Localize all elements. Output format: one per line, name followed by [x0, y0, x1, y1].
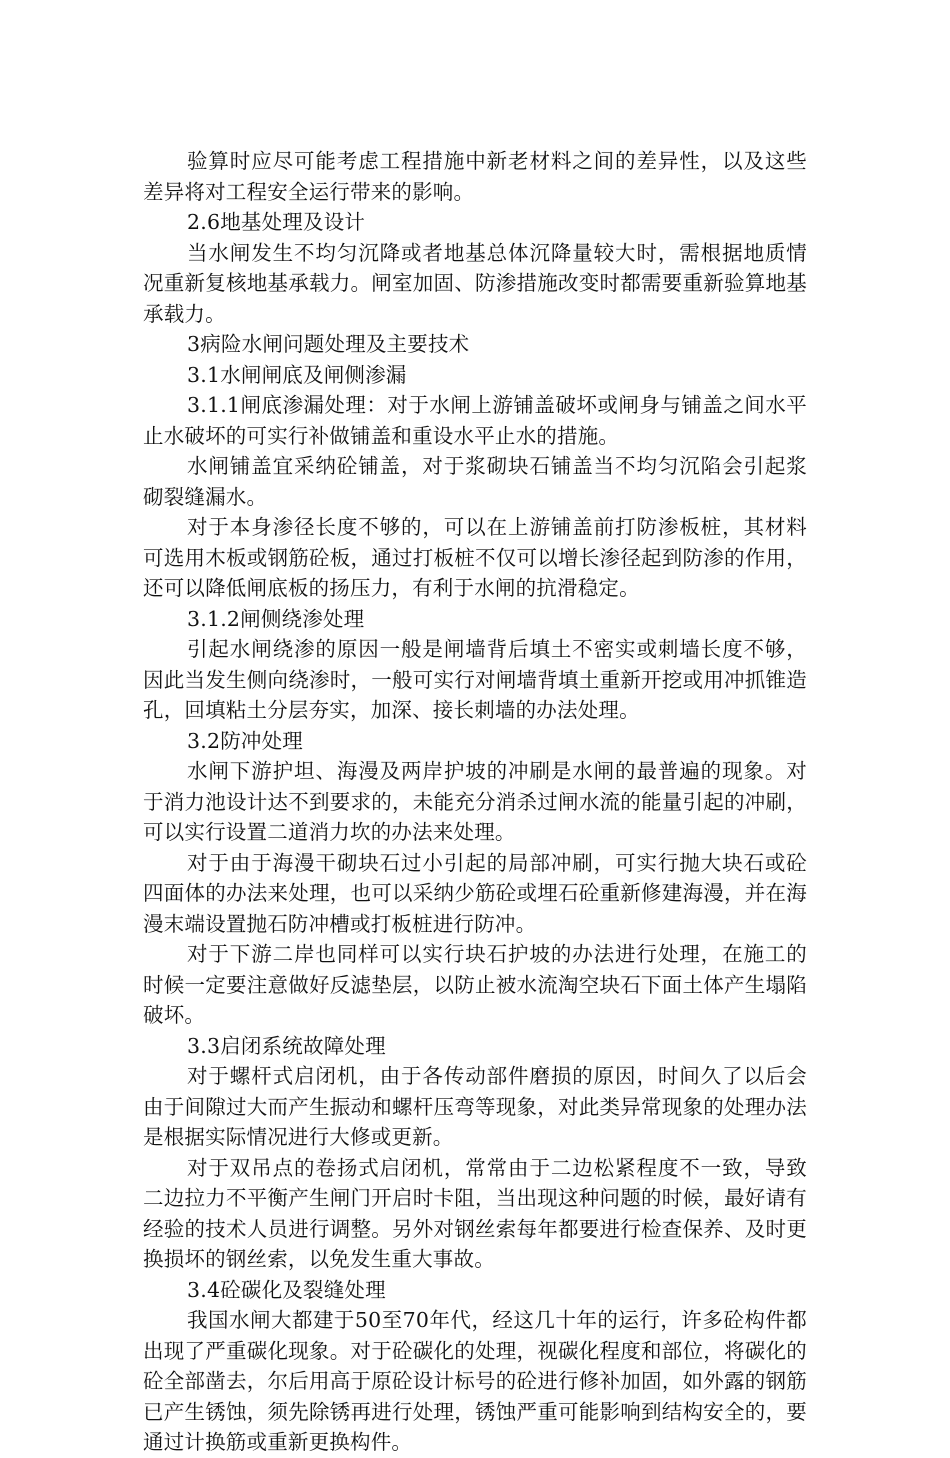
paragraph: 当水闸发生不均匀沉降或者地基总体沉降量较大时，需根据地质情况重新复核地基承载力。闸室加固、防渗措施改变时都需要重新验算地基承载力。	[143, 240, 807, 326]
section-heading: 3病险水闸问题处理及主要技术	[187, 332, 470, 356]
section-heading: 3.2防冲处理	[187, 728, 304, 753]
paragraph: 我国水闸大都建于50至70年代，经这几十年的运行，许多砼构件都出现了严重碳化现象。对于砼碳化的处理，视碳化程度和部位，将碳化的砼全部凿去，尔后用高于原砼设计标号的砼进行修补加固，如外露的钢筋已产生锈蚀，须先除锈再进行处理，锈蚀严重可能影响到结构安全的，要通过计换筋或重新更换构件。	[143, 1308, 807, 1454]
section-heading: 3.1.2闸侧绕渗处理	[187, 606, 365, 631]
paragraph: 引起水闸绕渗的原因一般是闸墙背后填土不密实或刺墙长度不够，因此当发生侧向绕渗时，一般可实行对闸墙背填土重新开挖或用冲抓锥造孔，回填粘土分层夯实，加深、接长刺墙的办法处理。	[143, 637, 807, 722]
paragraph: 对于下游二岸也同样可以实行块石护坡的办法进行处理，在施工的时候一定要注意做好反滤垫层，以防止被水流淘空块石下面土体产生塌陷破坏。	[143, 942, 807, 1027]
paragraph: 水闸下游护坦、海漫及两岸护坡的冲刷是水闸的最普遍的现象。对于消力池设计达不到要求的，未能充分消杀过闸水流的能量引起的冲刷，可以实行设置二道消力坎的办法来处理。	[143, 759, 807, 844]
paragraph: 水闸铺盖宜采纳砼铺盖，对于浆砌块石铺盖当不均匀沉陷会引起浆砌裂缝漏水。	[143, 454, 807, 509]
section-heading: 3.3启闭系统故障处理	[187, 1033, 386, 1058]
paragraph: 对于双吊点的卷扬式启闭机，常常由于二边松紧程度不一致，导致二边拉力不平衡产生闸门开启时卡阻，当出现这种问题的时候，最好请有经验的技术人员进行调整。另外对钢丝索每年都要进行检查保养、及时更换损坏的钢丝索，以免发生重大事故。	[143, 1155, 807, 1271]
paragraph: 对于本身渗径长度不够的，可以在上游铺盖前打防渗板桩，其材料可选用木板或钢筋砼板，通过打板桩不仅可以增长渗径起到防渗的作用，还可以降低闸底板的扬压力，有利于水闸的抗滑稳定。	[143, 515, 807, 600]
paragraph: 验算时应尽可能考虑工程措施中新老材料之间的差异性，以及这些差异将对工程安全运行带来的影响。	[143, 149, 807, 204]
section-heading: 3.1水闸闸底及闸侧渗漏	[187, 362, 407, 387]
paragraph: 对于螺杆式启闭机，由于各传动部件磨损的原因，时间久了以后会由于间隙过大而产生振动和螺杆压弯等现象，对此类异常现象的处理办法是根据实际情况进行大修或更新。	[143, 1064, 807, 1149]
section-heading: 2.6地基处理及设计	[187, 210, 366, 234]
document-body	[143, 146, 807, 1458]
paragraph: 3.1.1闸底渗漏处理：对于水闸上游铺盖破坏或闸身与铺盖之间水平止水破坏的可实行补做铺盖和重设水平止水的措施。	[143, 393, 807, 448]
section-heading: 3.4砼碳化及裂缝处理	[187, 1277, 386, 1302]
paragraph: 对于由于海漫干砌块石过小引起的局部冲刷，可实行抛大块石或砼四面体的办法来处理，也可以采纳少筋砼或埋石砼重新修建海漫，并在海漫末端设置抛石防冲槽或打板桩进行防冲。	[143, 850, 807, 936]
